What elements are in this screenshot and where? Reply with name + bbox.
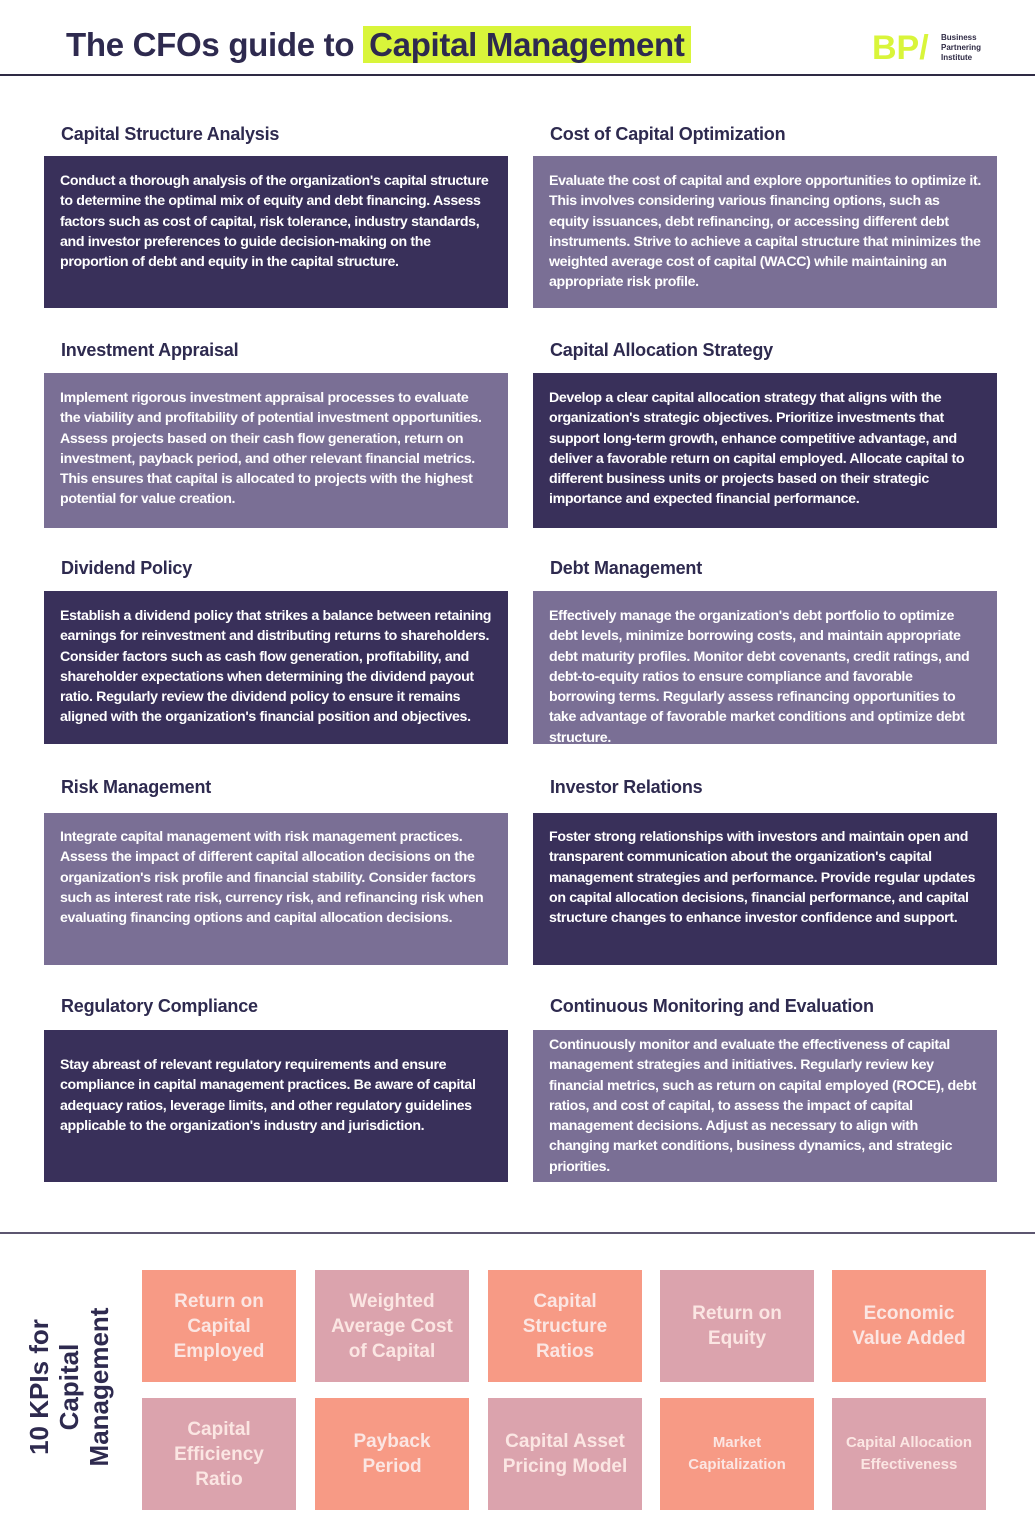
section-capital-allocation-strategy (533, 336, 997, 508)
section-title: Debt Management (550, 558, 703, 578)
section-title: Investment Appraisal (61, 340, 239, 360)
section-regulatory-compliance (44, 992, 508, 1134)
section-body: Foster strong relationships with investors and maintain open and transparent communication about the organization's capital management strategies and performance. Provide regular updates on capital allocation decisions, financial performance, and capital structure changes to enhance investor confidence and support. (533, 813, 997, 965)
section-body: Implement rigorous investment appraisal processes to evaluate the viability and profitability of potential investment opportunities. Assess projects based on their cash flow generation, return on investment, payback period, and other relevant financial metrics. This ensures that capital is allocated to projects with the highest potential for value creation. (44, 373, 508, 528)
kpi-card: Payback Period (315, 1398, 469, 1510)
logo-text: Business Partnering Institute (941, 33, 982, 62)
page-header (0, 0, 1035, 76)
section-cost-of-capital-optimization (533, 120, 997, 291)
logo-mark: BP/ (872, 29, 929, 67)
page-title (66, 26, 691, 64)
section-dividend-policy (44, 554, 508, 726)
section-investor-relations (533, 773, 997, 927)
section-investment-appraisal (44, 336, 508, 508)
section-divider (0, 1232, 1035, 1234)
section-body: Integrate capital management with risk management practices. Assess the impact of different capital allocation decisions on the organization's risk profile and financial stability. Consider factors such as interest rate risk, currency risk, and refinancing risk when evaluating financing options and capital allocation decisions. (44, 813, 508, 965)
section-debt-management (533, 554, 997, 746)
kpi-card: Capital Asset Pricing Model (488, 1398, 642, 1510)
section-body: Develop a clear capital allocation strategy that aligns with the organization's strategic objectives. Prioritize investments that support long-term growth, enhance competitive advantage, and deliver a favorable return on capital employed. Allocate capital to different business units or projects based on their strategic importance and expected financial performance. (533, 373, 997, 528)
section-title: Risk Management (61, 777, 212, 797)
section-risk-management (44, 773, 508, 927)
kpi-card: Economic Value Added (832, 1270, 986, 1382)
section-body: Evaluate the cost of capital and explore opportunities to optimize it. This involves considering various financing options, such as equity issuances, debt refinancing, or accessing different debt instruments. Strive to achieve a capital structure that minimizes the weighted average cost of capital (WACC) while maintaining an appropriate risk profile. (533, 156, 997, 308)
title-prefix: The CFOs guide to (66, 26, 364, 63)
section-body: Continuously monitor and evaluate the effectiveness of capital management strategies and initiatives. Regularly review key financial metrics, such as return on capital employed (ROCE), debt ratios, and cost of capital, to assess the impact of capital management decisions. Adjust as necessary to align with changing market conditions, business dynamics, and strategic priorities. (533, 1030, 997, 1182)
kpi-card: Market Capitalization (660, 1398, 814, 1510)
section-body: Establish a dividend policy that strikes a balance between retaining earnings for reinvestment and distributing returns to shareholders. Consider factors such as cash flow generation, profitability, and shareholder expectations when determining the dividend payout ratio. Regularly review the dividend policy to ensure it remains aligned with the organization's financial position and objectives. (44, 591, 508, 744)
section-body: Stay abreast of relevant regulatory requirements and ensure compliance in capital management practices. Be aware of capital adequacy ratios, leverage limits, and other regulatory guidelines applicable to the organization's industry and jurisdiction. (44, 1030, 508, 1182)
section-title: Continuous Monitoring and Evaluation (550, 996, 874, 1016)
kpi-card: Capital Efficiency Ratio (142, 1398, 296, 1510)
kpi-card: Weighted Average Cost of Capital (315, 1270, 469, 1382)
section-title: Capital Allocation Strategy (550, 340, 773, 360)
section-title: Regulatory Compliance (61, 996, 258, 1016)
section-body: Conduct a thorough analysis of the organization's capital structure to determine the optimal mix of equity and debt financing. Assess factors such as cost of capital, risk tolerance, industry standards, and investor preferences to guide decision-making on the proportion of debt and equity in the capital structure. (44, 156, 508, 308)
kpi-section-title (24, 1292, 144, 1482)
section-title: Cost of Capital Optimization (550, 124, 786, 144)
kpi-card: Capital Allocation Effectiveness (832, 1398, 986, 1510)
section-title: Dividend Policy (61, 558, 193, 578)
section-title: Investor Relations (550, 777, 703, 797)
section-capital-structure-analysis (44, 120, 508, 271)
kpi-card: Return on Equity (660, 1270, 814, 1382)
kpi-title-text: 10 KPIs for Capital Management (24, 1307, 114, 1467)
kpi-card: Return on Capital Employed (142, 1270, 296, 1382)
section-title: Capital Structure Analysis (61, 124, 280, 144)
kpi-card: Capital Structure Ratios (488, 1270, 642, 1382)
section-continuous-monitoring (533, 992, 997, 1175)
section-body: Effectively manage the organization's debt portfolio to optimize debt levels, minimize borrowing costs, and maintain appropriate debt maturity profiles. Monitor debt covenants, credit ratings, and debt-to-equity ratios to ensure compliance and favorable borrowing terms. Regularly assess refinancing opportunities to take advantage of favorable market conditions and optimize debt structure. (533, 591, 997, 744)
title-highlight: Capital Management (363, 26, 691, 63)
